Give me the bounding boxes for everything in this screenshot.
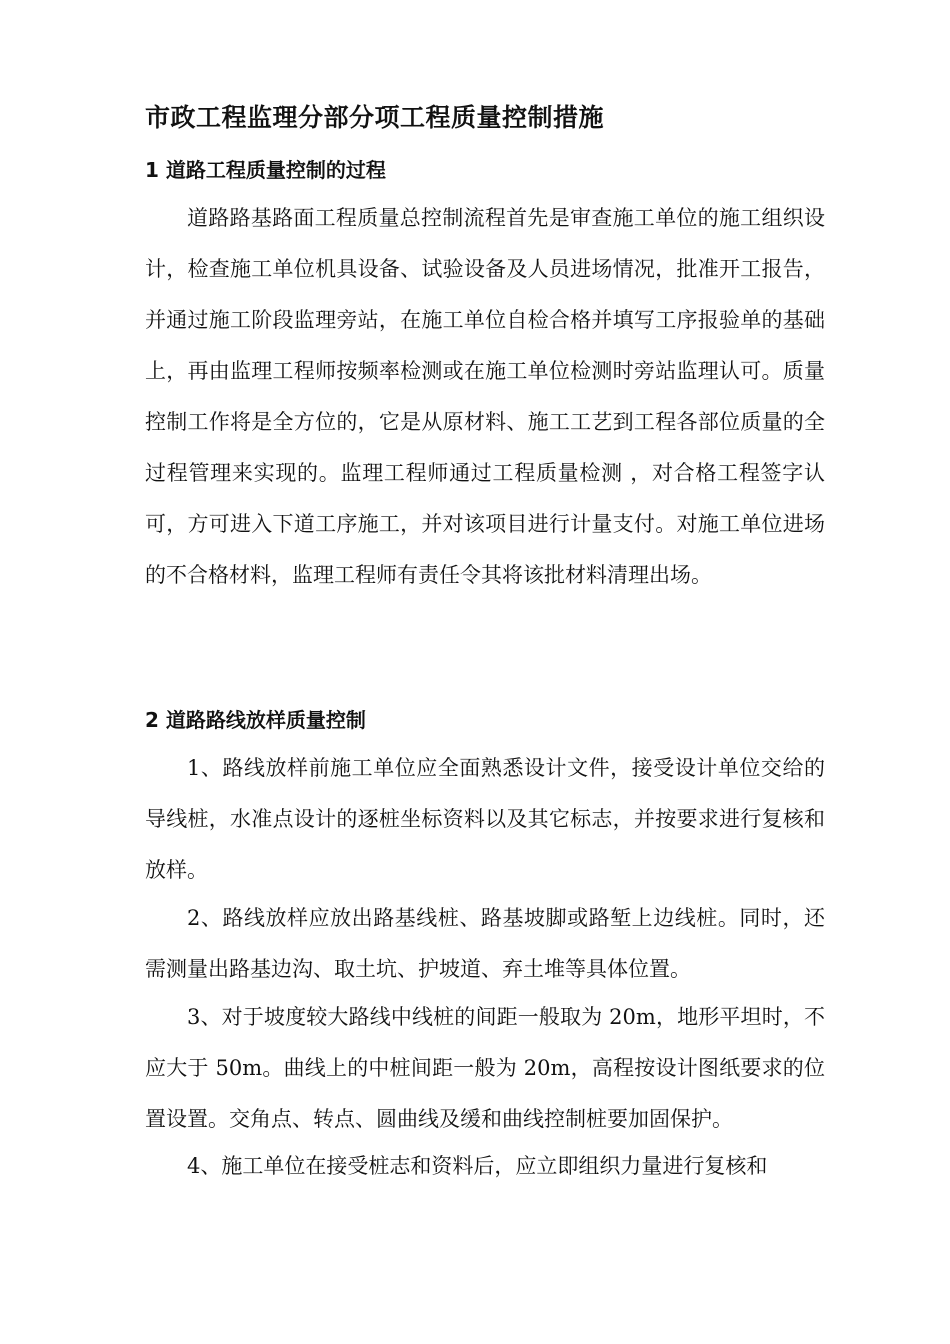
section-2-item-2: 2、路线放样应放出路基线桩、路基坡脚或路堑上边线桩。同时，还需测量出路基边沟、取土坑、护坡道、弃土堆等具体位置。 (145, 906, 825, 981)
section-1-paragraph: 道路路基路面工程质量总控制流程首先是审查施工单位的施工组织设计，检查施工单位机具设备、试验设备及人员进场情况，批准开工报告，并通过施工阶段监理旁站，在施工单位自检合格并填写工序报验单的基础上，再由监理工程师按频率检测或在施工单位检测时旁站监理认可。质量控制工作将是全方位的，它是从原材料、施工工艺到工程各部位质量的全过程管理来实现的。监理工程师通过工程质量检测 ，对合格工程签字认可，方可进入下道工序施工，并对该项目进行计量支付。对施工单位进场的不合格材料，监理工程师有责任令其将该批材料清理出场。 (145, 206, 825, 587)
section-2-item-4: 4、施工单位在接受桩志和资料后，应立即组织力量进行复核和 (187, 1154, 768, 1178)
document-title: 市政工程监理分部分项工程质量控制措施 (145, 103, 605, 132)
section-2-item-3: 3、对于坡度较大路线中线桩的间距一般取为 20m，地形平坦时，不应大于 50m。曲线上的中桩间距一般为 20m，高程按设计图纸要求的位置设置。交角点、转点、圆曲线及缓和曲线控制桩要加固保护。 (145, 1005, 825, 1131)
section-2-item-1: 1、路线放样前施工单位应全面熟悉设计文件，接受设计单位交给的导线桩，水准点设计的逐桩坐标资料以及其它标志，并按要求进行复核和放样。 (145, 756, 825, 882)
section-2-heading: 2 道路路线放样质量控制 (145, 708, 366, 732)
section-1-heading: 1 道路工程质量控制的过程 (145, 158, 386, 182)
